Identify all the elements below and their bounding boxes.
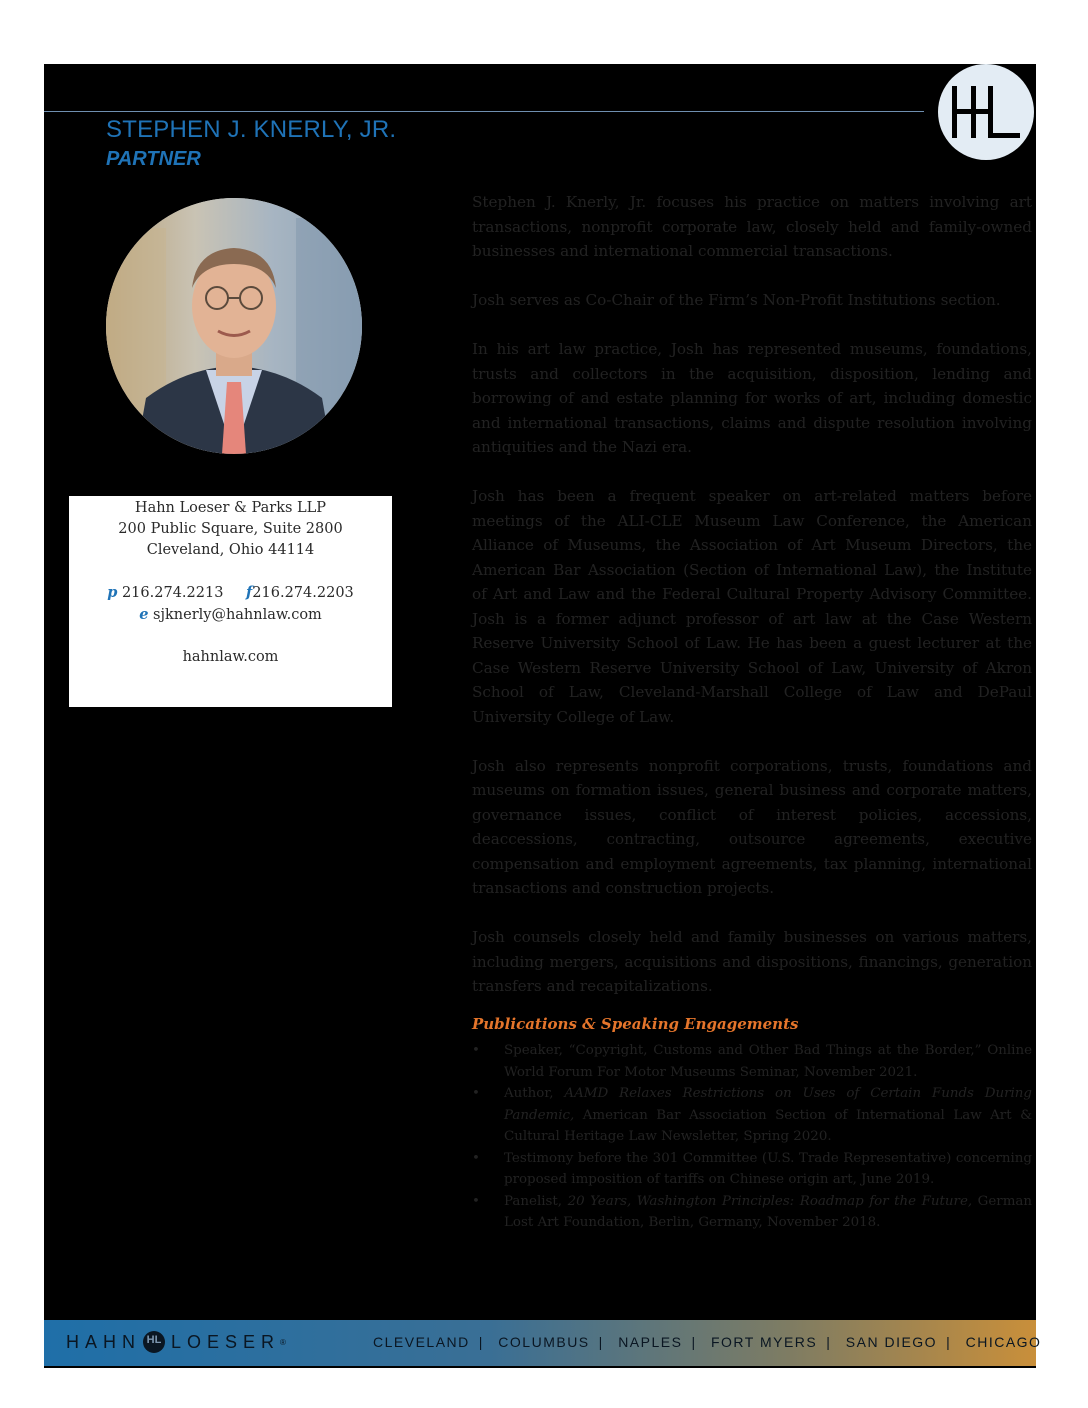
- bio-paragraph: Stephen J. Knerly, Jr. focuses his practice on matters involving art transactions, nonprofit corporate law, closely held and family-owned businesses and international commercial transactions.: [472, 193, 1032, 260]
- email-line: [69, 604, 392, 626]
- contact-card: [69, 496, 392, 707]
- email-link[interactable]: sjknerly@hahnlaw.com: [153, 607, 322, 623]
- phone-icon: p: [107, 584, 118, 601]
- brand-loeser: LOESER: [171, 1331, 281, 1352]
- office-cities: CLEVELAND | COLUMBUS | NAPLES | FORT MYERS | SAN DIEGO | CHICAGO: [373, 1334, 1042, 1350]
- bullet-icon: •: [472, 1043, 480, 1058]
- bio-paragraph: Josh also represents nonprofit corporations, trusts, foundations and museums on formation issues, general business and corporate matters, governance issues, conflict of interest policies, accessions, deaccessions, contracting, outsource agreements, executive compensation and employment agreements, tax planning, international transactions and construction projects.: [472, 756, 1032, 897]
- city-label: FORT MYERS: [710, 1334, 818, 1350]
- publications-list: [472, 1040, 1032, 1234]
- bio-paragraph: Josh has been a frequent speaker on art-related matters before meetings of the ALI-CLE Museum Law Conference, the American Alliance of Museums, the Association of Art Museum Directors, the American Bar Association (Section of International Law), the Institute of Art and Law and the Federal Cultural Property Advisory Committee. Josh is a former adjunct professor of art law at the Case Western Reserve University School of Law. He has been a guest lecturer at the Case Western Reserve University School of Law, University of Akron School of Law, Cleveland-Marshall College of Law and DePaul University College of Law.: [472, 487, 1032, 726]
- city-label: SAN DIEGO: [845, 1334, 938, 1350]
- publication-item: • Author, AAMD Relaxes Restrictions on Uses of Certain Funds During Pandemic, American Bar Association Section of International Law Art & Cultural Heritage Law Newsletter, Spring 2020.: [472, 1083, 1032, 1148]
- bio-paragraph: In his art law practice, Josh has represented museums, foundations, trusts and collectors in the acquisition, disposition, lending and borrowing of and estate planning for works of art, including domestic and international transactions, claims and dispute resolution involving antiquities and the Nazi era.: [472, 340, 1032, 456]
- address-line-1: 200 Public Square, Suite 2800: [118, 521, 343, 537]
- publication-item: • Speaker, “Copyright, Customs and Other Bad Things at the Border,” Online World Forum For Motor Museums Seminar, November 2021.: [472, 1040, 1032, 1083]
- phone-number[interactable]: 216.274.2213: [121, 585, 224, 601]
- publications-heading: Publications & Speaking Engagements: [472, 1015, 799, 1033]
- attorney-photo: [106, 198, 362, 454]
- hl-logo-icon: [938, 64, 1034, 160]
- footer-brand: HAHN HL LOESER ®: [66, 1331, 286, 1352]
- brand-mark-icon: HL: [143, 1331, 165, 1353]
- bullet-icon: •: [472, 1193, 480, 1209]
- firm-name: Hahn Loeser & Parks LLP: [134, 500, 327, 516]
- attorney-title: PARTNER: [106, 148, 201, 170]
- address-line-2: Cleveland, Ohio 44114: [146, 542, 315, 558]
- biography: [472, 190, 1032, 1023]
- brand-hahn: HAHN: [66, 1331, 142, 1352]
- city-label: CHICAGO: [965, 1334, 1042, 1350]
- website-link[interactable]: hahnlaw.com: [182, 649, 279, 665]
- city-label: CLEVELAND: [373, 1334, 470, 1350]
- publication-item: • Panelist, 20 Years, Washington Principles: Roadmap for the Future, German Lost Art Foundation, Berlin, Germany, November 2018.: [472, 1191, 1032, 1234]
- fax-icon: f: [246, 584, 253, 601]
- city-label: COLUMBUS: [498, 1334, 590, 1350]
- bullet-icon: •: [472, 1150, 480, 1166]
- bio-paragraph: Josh serves as Co-Chair of the Firm’s Non-Profit Institutions section.: [472, 291, 1001, 309]
- footer-bar: [44, 1320, 1042, 1366]
- attorney-name: STEPHEN J. KNERLY, JR.: [106, 116, 397, 143]
- publication-item: • Testimony before the 301 Committee (U.S. Trade Representative) concerning proposed imposition of tariffs on Chinese origin art, June 2019.: [472, 1148, 1032, 1191]
- fax-number: 216.274.2203: [252, 585, 354, 601]
- phone-fax-line: [69, 582, 392, 604]
- city-label: NAPLES: [618, 1334, 683, 1350]
- bio-paragraph: Josh counsels closely held and family businesses on various matters, including mergers, acquisitions and dispositions, financings, generation transfers and recapitalizations.: [472, 928, 1032, 995]
- email-icon: e: [139, 606, 149, 623]
- bullet-icon: •: [472, 1086, 480, 1101]
- header-rule: [44, 111, 924, 112]
